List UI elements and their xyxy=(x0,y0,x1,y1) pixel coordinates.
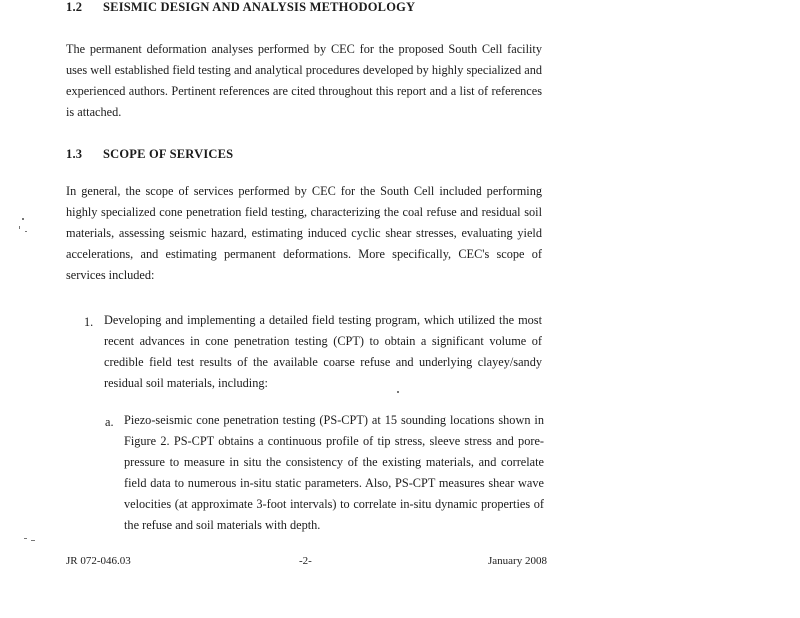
list-item-text: Developing and implementing a detailed field testing program, which utilized the most recent advances in cone penetration testing (CPT) to obtain a significant volume of credible field test results of the available coarse refuse and underlying clayey/sandy residual soil materials, including: xyxy=(104,313,542,390)
section-number: 1.3 xyxy=(66,147,83,161)
footer-page-number: -2- xyxy=(299,555,312,567)
scan-speck xyxy=(31,540,35,541)
footer-date: January 2008 xyxy=(488,555,547,567)
section-paragraph-1-3: In general, the scope of services performed by CEC for the South Cell included performing highly specialized cone penetration field testing, characterizing the coal refuse and residual soil materials, assessing seismic hazard, estimating induced cyclic shear stresses, evaluating yield accelerations, and estimating permanent deformations. More specifically, CEC's scope of services included: xyxy=(66,184,542,282)
section-heading-1-3 xyxy=(66,147,546,163)
sub-item-text: Piezo-seismic cone penetration testing (PS-CPT) at 15 sounding locations shown in Figure 2. PS-CPT obtains a continuous profile of tip stress, sleeve stress and pore-pressure to measure in situ the consistency of the existing materials, and correlate field data to numerous in-situ static parameters. Also, PS-CPT measures shear wave velocities (at approximate 3-foot intervals) to correlate in-situ dynamic properties of the refuse and soil materials with depth. xyxy=(124,413,544,532)
sub-item-label: a. xyxy=(105,415,114,429)
scan-speck xyxy=(24,538,27,539)
list-item-number: 1. xyxy=(84,315,94,329)
section-title: SCOPE OF SERVICES xyxy=(103,147,234,161)
scan-speck xyxy=(19,226,20,229)
scan-speck xyxy=(397,391,399,393)
section-number: 1.2 xyxy=(66,0,83,14)
footer-doc-number: JR 072-046.03 xyxy=(66,555,131,567)
section-paragraph-1-2: The permanent deformation analyses performed by CEC for the proposed South Cell facility uses well established field testing and analytical procedures developed by highly specialized and experienced authors. Pertinent references are cited throughout this report and a list of references is attached. xyxy=(66,42,542,119)
scan-speck xyxy=(22,218,24,220)
scan-speck xyxy=(25,231,27,232)
section-heading-1-2 xyxy=(66,0,546,16)
section-title: SEISMIC DESIGN AND ANALYSIS METHODOLOGY xyxy=(103,0,416,14)
